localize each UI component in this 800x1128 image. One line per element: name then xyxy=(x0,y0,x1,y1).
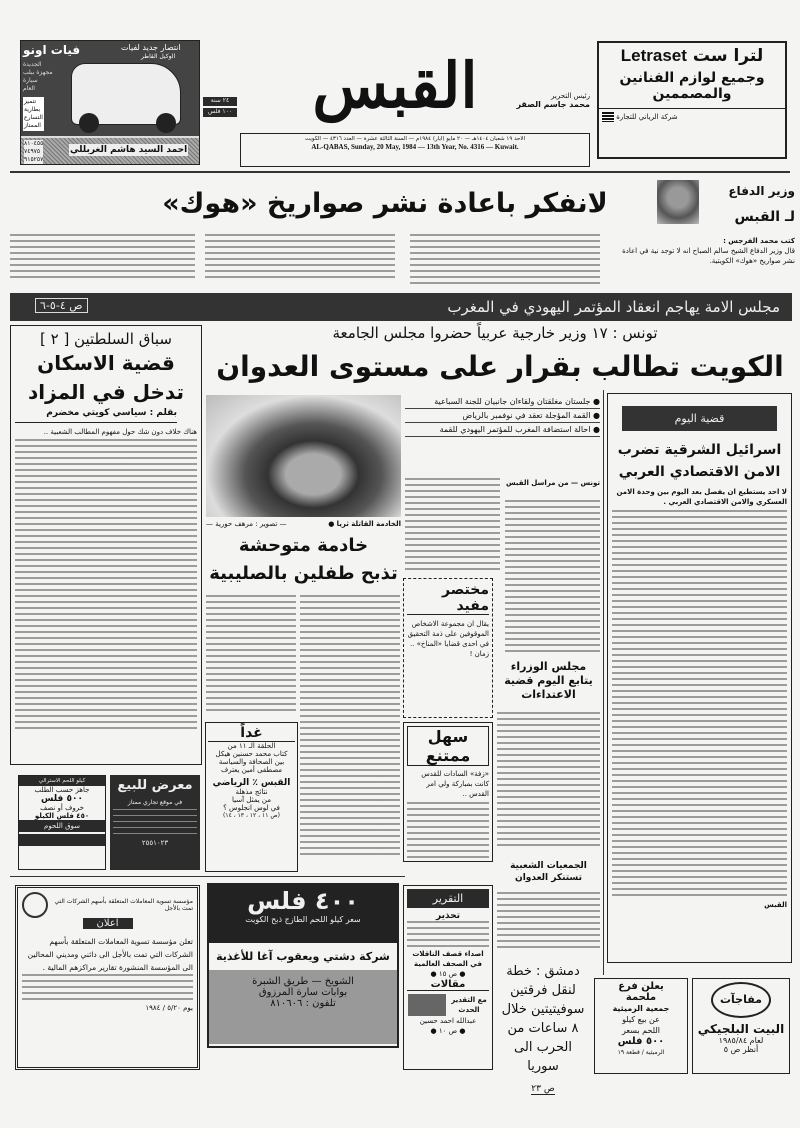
belgian-ref: أنظر ص ٥ xyxy=(723,1045,759,1054)
fiat-agent: الوكيل القاطر xyxy=(141,53,176,60)
issue-years: ٢٤ سنة xyxy=(203,97,237,106)
tomorrow-sports-line: نتائج مذهلة xyxy=(235,788,268,796)
today-signature: القبس xyxy=(764,901,787,909)
series-headline-1: قضية الاسكان xyxy=(37,351,175,375)
societies-headline: الجمعيات الشعبية تستنكر العدوان xyxy=(510,861,587,883)
report-headlines: اصداء قصف الناقلات في الصحف العالمية xyxy=(412,950,484,968)
meat-phone: تلفون : ٨١٠٦٠٦ xyxy=(270,998,336,1009)
bullet-item: ● جلستان مغلقتان ولقاءان جانبيان للجنة السباعية xyxy=(405,395,600,409)
minister-photo xyxy=(657,180,699,224)
issue-price: ١٠٠ فلس xyxy=(203,108,237,117)
tomorrow-box xyxy=(205,722,298,872)
tomorrow-sports-pages: (ص ١١ ، ١٢ ، ١٣ ، ١٤) xyxy=(223,812,280,819)
tomorrow-line: بين الصحافة والسياسة xyxy=(218,758,285,766)
main-subheadline: تونس : ١٧ وزير خارجية عربياً حضروا مجلس الجامعة xyxy=(332,324,658,342)
main-headline: الكويت تطالب بقرار على مستوى العدوان xyxy=(216,350,784,383)
fiat-phone: ٨١٠٤٥٥ xyxy=(24,140,44,147)
letraset-title-ar: لترا ست xyxy=(692,46,764,66)
fiat-feature: سيارة xyxy=(23,77,38,84)
sale-text: في موقع تجاري ممتاز xyxy=(127,799,183,806)
letraset-line2: والمصممين xyxy=(652,86,732,102)
lead-kicker xyxy=(705,178,795,230)
rumaithiya-line: ملحمة xyxy=(625,992,657,1003)
meat-ad[interactable] xyxy=(207,883,399,1048)
tomorrow-title: غداً xyxy=(208,725,295,742)
bullet-item: ● القمة المؤجلة تعقد في نوفمبر بالرياض xyxy=(405,409,600,423)
meat-company: شركة دشتي ويعقوب آغا للأغذية xyxy=(216,950,390,963)
easy-text: «زفة» السادات للقدس كانت بمباركة ولي امر القدس .. xyxy=(421,770,489,798)
car-wheel-icon xyxy=(79,113,99,133)
report-article: مع التقدير الحدث xyxy=(451,996,487,1014)
tomorrow-sports-line: من يمثل آسيا xyxy=(232,796,271,804)
report-ref-text: ص ١٥ xyxy=(438,970,458,978)
today-box xyxy=(607,393,792,963)
tomorrow-sports: القبس ٪ الرياضي xyxy=(212,778,291,788)
sale-title: معرض للبيع xyxy=(117,778,193,793)
date-box xyxy=(240,133,590,167)
report-author: عبدالله احمد حسين xyxy=(419,1017,477,1025)
damascus-ref: ص ٢٣ xyxy=(531,1084,555,1094)
brief-title: مختصر مفيد xyxy=(407,582,489,615)
lead-headline: لانفكر باعادة نشر صواريخ «هوك» xyxy=(162,188,608,219)
kuwait-emblem-icon xyxy=(22,892,48,918)
fiat-phone: ٧٤٩٧٥ xyxy=(24,148,41,155)
report-ref: ● ص ١٥ ● xyxy=(430,970,466,978)
series-intro: هناك خلاف دون شك حول مفهوم المطالب الشعبية .. xyxy=(43,428,197,436)
kilo-price: ٤٥٠ فلس الكيلو xyxy=(34,812,90,820)
rumaithiya-line: يعلن فرع xyxy=(618,981,664,992)
series-byline: بقلم : سياسي كويتي مخضرم xyxy=(15,408,177,423)
maid-photo xyxy=(206,395,401,517)
easy-box xyxy=(403,722,493,862)
main-dateline: تونس — من مراسل القبس xyxy=(506,479,600,487)
letraset-title-en: Letraset xyxy=(620,46,687,65)
report-ref-text: ص ١٠ xyxy=(438,1027,458,1035)
fiat-dealer: احمد السيد هاشم الغربللي xyxy=(70,145,188,155)
cabinet-headline: مجلس الوزراء يتابع اليوم قضية الاعتداءات xyxy=(504,660,593,701)
letraset-line1: وجميع لوازم الفنانين xyxy=(619,70,765,86)
fiat-feature: الجديدة xyxy=(23,61,42,68)
damascus-text: دمشق : خطة لنقل فرقتين سوفيتيتين خلال ٨ ساعات من الحرب الى سوريا xyxy=(501,964,585,1074)
belgian-title: البيت البلجيكي xyxy=(697,1022,785,1036)
kilo-line: جاهز حسب الطلب xyxy=(34,786,90,794)
banner-text: مجلس الامة يهاجم انعقاد المؤتمر اليهودي في المغرب xyxy=(447,298,780,316)
kilo-price: ٥٠٠ فلس xyxy=(41,794,83,804)
banner-pages: ص ٤-٥-٦ xyxy=(35,298,88,313)
fiat-feature: مجهزة ببلب xyxy=(23,69,53,76)
report-label: التقرير xyxy=(407,889,489,908)
rumaithiya-line: جمعية الرميثية xyxy=(612,1004,670,1013)
lead-text: قال وزير الدفاع الشيخ سالم الصباح انه لا توجد نية في اعادة نشر صواريخ «هوك» الكويتية. xyxy=(622,247,795,265)
notice-org: مؤسسة تسوية المعاملات المتعلقة بأسهم الشركات التي تمت بالأجل xyxy=(54,898,193,912)
fiat-side: الممتاز xyxy=(24,122,41,129)
fiat-phone: ٩١٥٢٥٧ xyxy=(24,156,44,163)
letraset-ad[interactable] xyxy=(597,41,787,159)
report-title: تحذير xyxy=(435,911,461,921)
maid-headline-2: تذبح طفلين بالصليبية xyxy=(209,563,398,584)
easy-title: سهل ممتنع xyxy=(407,726,489,766)
bullet-text: القمة المؤجلة تعقد في نوفمبر بالرياض xyxy=(462,411,591,420)
photo-caption: الخادمة القاتلة ثريا xyxy=(336,520,401,528)
bullet-text: احالة استضافة المغرب للمؤتمر اليهودي للقمة xyxy=(439,425,591,434)
editor-label: رئيس التحرير xyxy=(551,92,590,100)
brief-text: يقال ان مجموعة الاشخاص الموقوفين على ذمة التحقيق في احدى قضايا «المناخ» .. زمان ! xyxy=(407,620,489,658)
bullet-text: جلستان مغلقتان ولقاءان جانبيان للجنة السباعية xyxy=(434,397,591,406)
masthead-logo: القبس xyxy=(312,49,478,122)
fiat-side: التسارع xyxy=(24,114,43,121)
fiat-subtitle: انتصار جديد لفيات xyxy=(121,43,181,52)
series-headline-2: تدخل في المزاد xyxy=(28,380,184,404)
report-section: مقالات xyxy=(407,979,489,991)
date-arabic: الاحد ١٩ شعبان ١٤٠٤هـ — ٢٠ مايو (ايار) ١٩٨٤م — السنة الثالثة عشرة — العدد ٤٣١٦ — الكويت xyxy=(304,136,526,142)
sale-ad[interactable] xyxy=(110,775,200,870)
damascus-headline xyxy=(497,962,589,1095)
author-photo xyxy=(408,994,446,1016)
rumaithiya-foot: الرميثية / قطعة ١٩ xyxy=(617,1049,665,1056)
fiat-feature: العام xyxy=(23,85,35,92)
brief-box xyxy=(403,578,493,718)
tomorrow-line: كتاب محمد حسنين هيكل xyxy=(215,750,288,758)
meat-line: سعر كيلو اللحم الطازج ذبح الكويت xyxy=(245,915,361,924)
series-box xyxy=(10,325,202,765)
company-logo-icon xyxy=(602,112,614,122)
notice-text: تعلن مؤسسة تسوية المعاملات المتعلقة بأسهم الشركات التي تمت بالأجل الى دائني ومديني المحالين الى المؤسسة المنشورة تقارير مراكزهم المالية . xyxy=(27,937,193,972)
meat-price: ٤٠٠ فلس xyxy=(247,887,359,915)
lead-byline: كتب محمد الفرجس : xyxy=(723,237,795,245)
editor-name: محمد جاسم الصقر xyxy=(516,100,590,109)
parliament-banner[interactable] xyxy=(10,293,792,321)
meat-address: الشويخ — طريق الشبرة xyxy=(252,976,354,987)
tomorrow-sports-line: في لوس انجلوس ؟ xyxy=(223,804,280,812)
rumaithiya-line: اللحم بسعر xyxy=(622,1026,660,1035)
today-headline-2: الامن الاقتصادي العربي xyxy=(618,464,781,480)
report-ref: ● ص ١٠ ● xyxy=(430,1027,466,1035)
letraset-company: شركة الرياني للتجارة xyxy=(616,113,678,121)
kilo-market: سوق اللحوم xyxy=(19,820,105,832)
kilo-header: كيلو اللحم الاسترالي xyxy=(19,776,105,786)
rumaithiya-line: عن بيع كيلو xyxy=(622,1015,660,1024)
tomorrow-line: الحلقة الـ ١١ من xyxy=(227,742,276,750)
date-english: AL-QABAS, Sunday, 20 May, 1984 — 13th Year, No. 4316 — Kuwait. xyxy=(311,143,519,151)
series-title: سباق السلطتين [ ٢ ] xyxy=(39,330,172,348)
today-intro: لا احد يستطيع ان يفصل بعد اليوم بين وحدة الامن العسكري والامن الاقتصادي العربي . xyxy=(616,488,787,506)
lead-kicker-2: لـ القبس xyxy=(734,209,795,225)
today-headline-1: اسرائيل الشرقية تضرب xyxy=(617,442,782,458)
today-label: قضية اليوم xyxy=(622,406,777,431)
photo-credit: — تصوير : مرهف حورية — xyxy=(206,520,287,528)
sale-phone: ٢٥٥١٠٢٣ xyxy=(141,839,169,847)
fiat-ad[interactable] xyxy=(20,40,200,165)
report-box xyxy=(403,885,493,1070)
notice-title: اعلان xyxy=(83,918,133,929)
kilo-ad[interactable] xyxy=(18,775,106,870)
kilo-line: خروف أو نصف xyxy=(40,804,84,812)
rumaithiya-price: ٥٠٠ فلس xyxy=(617,1036,665,1047)
fiat-side: تتميز xyxy=(24,98,37,105)
notice-ad[interactable] xyxy=(15,885,200,1070)
fiat-side: بطارية xyxy=(24,106,41,113)
tomorrow-line: مصطفى أمين يعترف xyxy=(220,766,283,774)
lead-kicker-1: وزير الدفاع xyxy=(728,184,795,198)
notice-date: يوم ٥/٢٠ / ١٩٨٤ xyxy=(145,1004,193,1012)
meat-address: بوابات سارة المرزوق xyxy=(258,987,348,998)
bullet-item: ● احالة استضافة المغرب للمؤتمر اليهودي للقمة xyxy=(405,423,600,437)
car-wheel-icon xyxy=(156,113,176,133)
belgian-house-ad[interactable] xyxy=(692,978,790,1074)
belgian-year: لعام ١٩٨٥/٨٤ xyxy=(718,1036,764,1045)
maid-headline-1: خادمة متوحشة xyxy=(238,535,369,556)
belgian-badge: مفاجآت xyxy=(711,982,771,1018)
rumaithiya-ad[interactable] xyxy=(594,978,688,1074)
fiat-title: فيات اونو xyxy=(23,43,81,57)
